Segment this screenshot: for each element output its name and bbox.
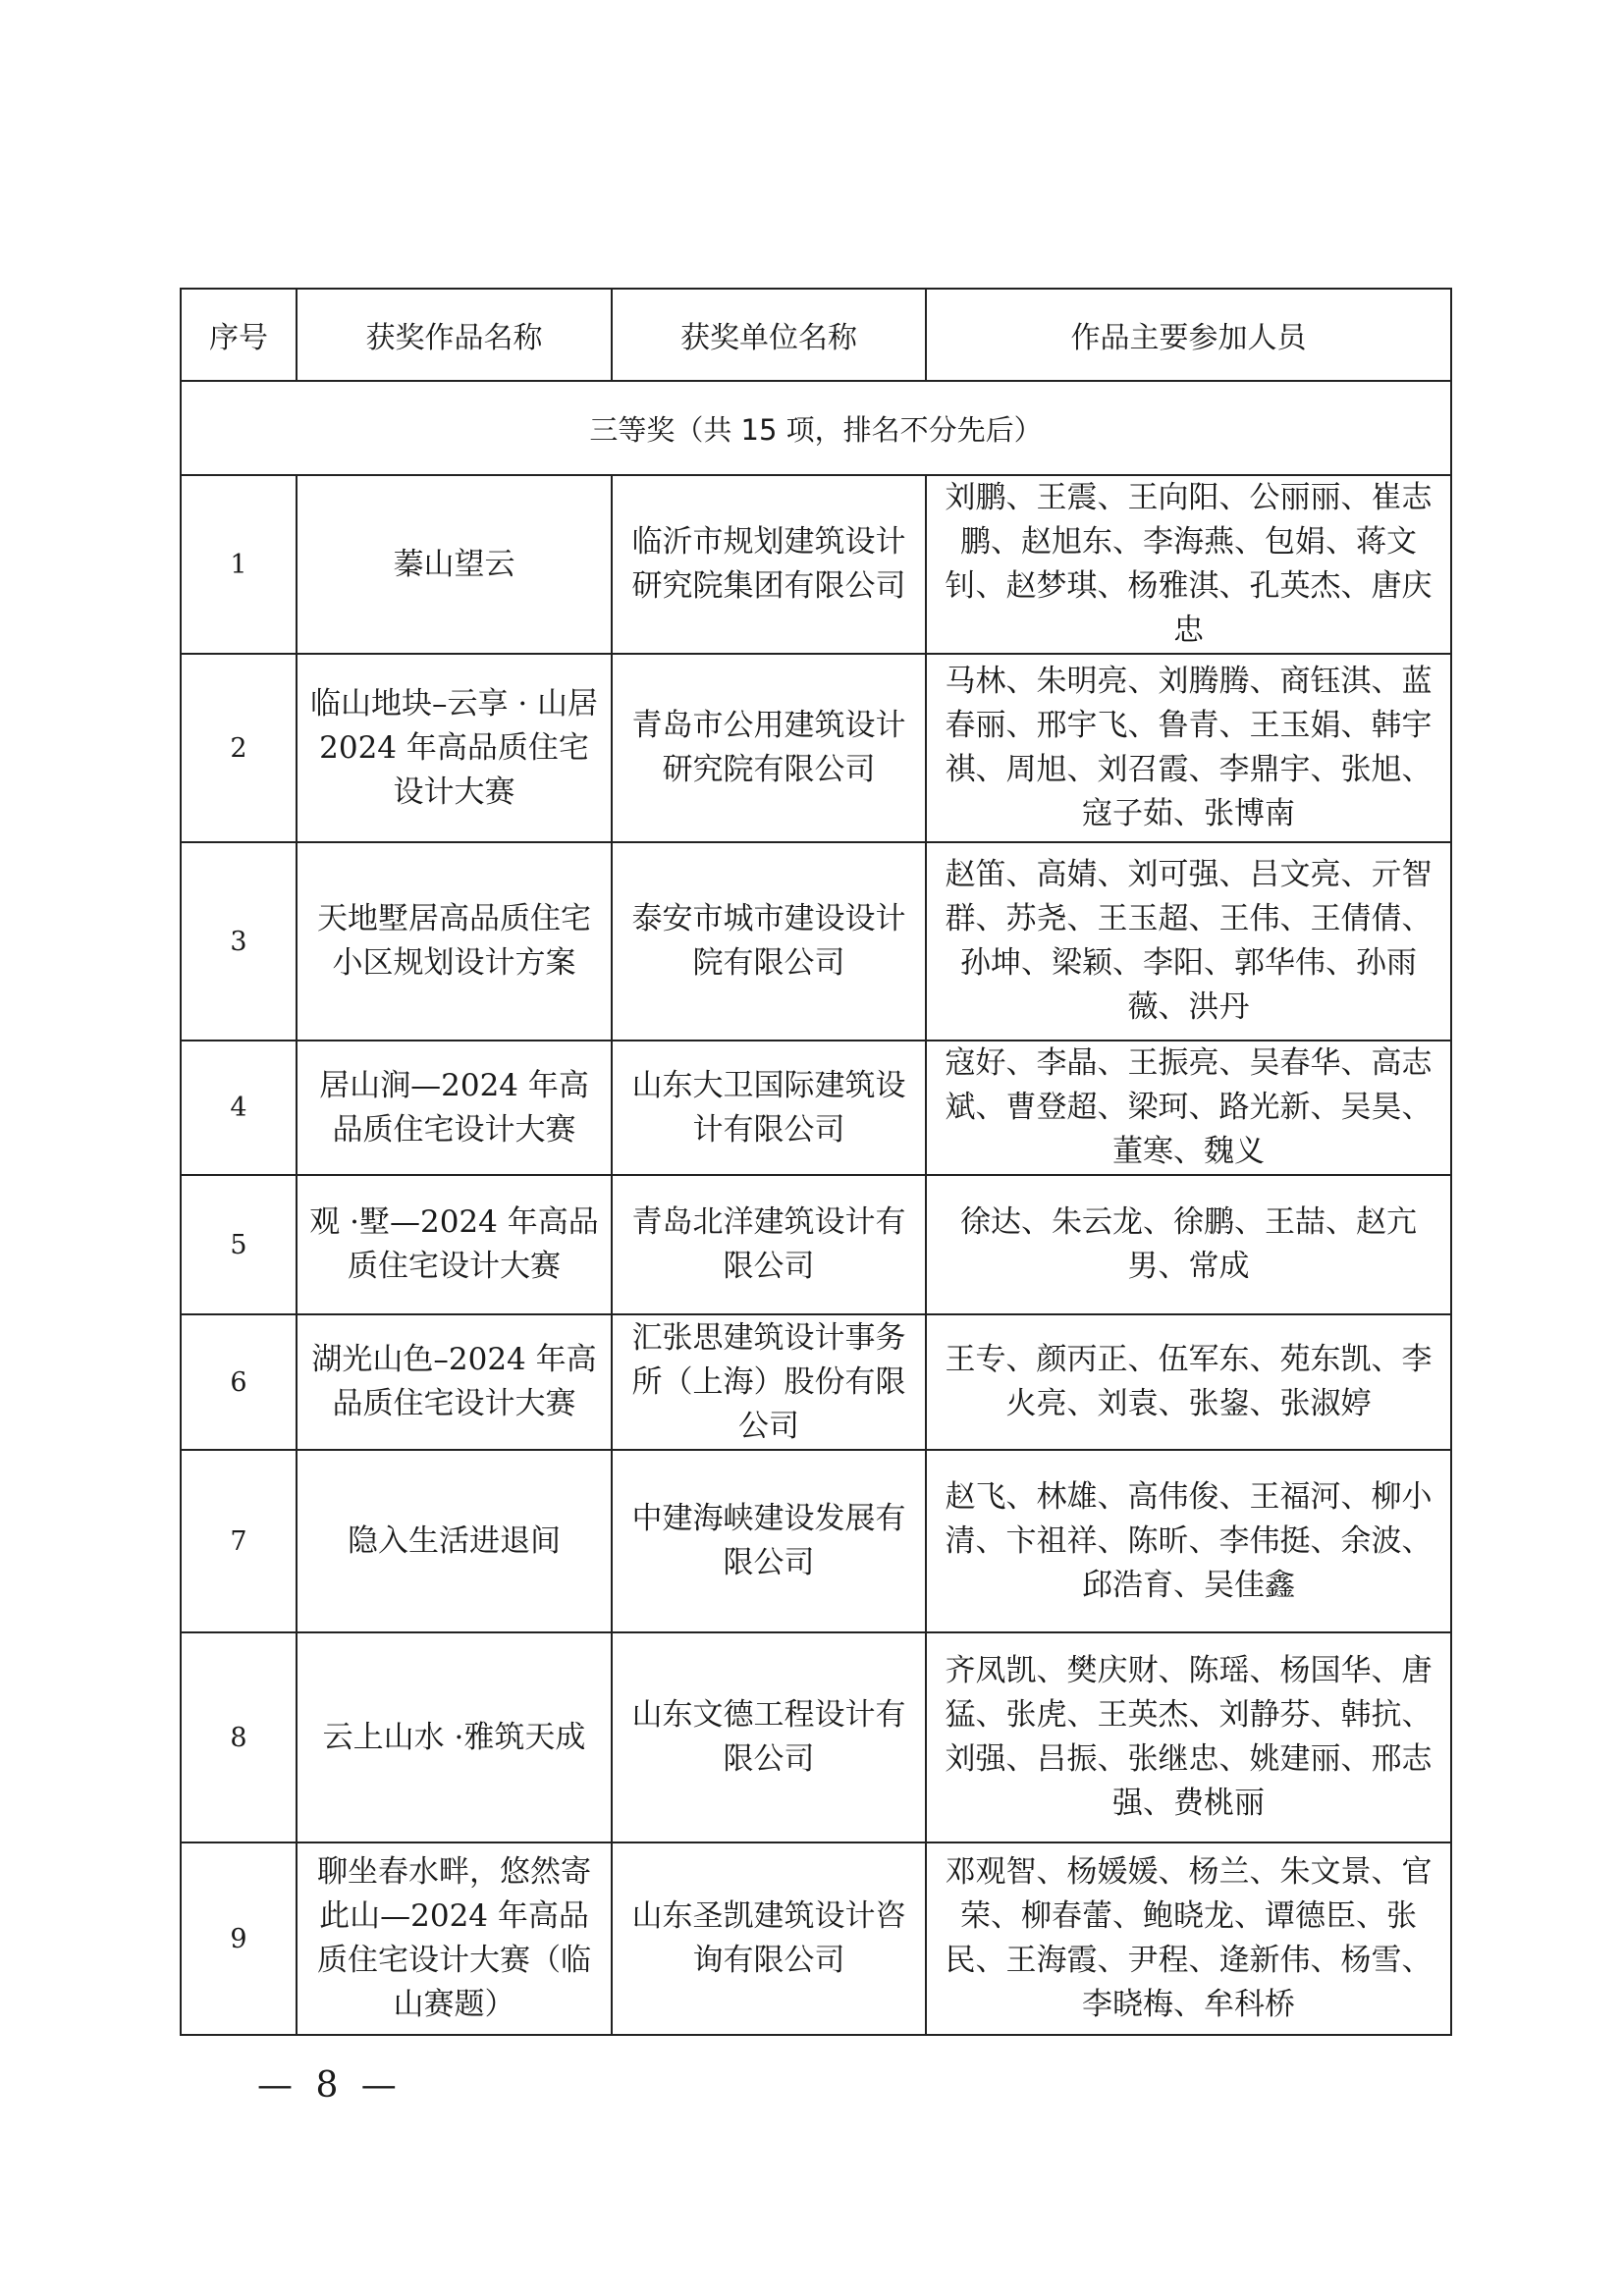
row-people: 徐达、朱云龙、徐鹏、王喆、赵亢男、常成: [926, 1175, 1451, 1314]
row-unit: 山东大卫国际建筑设计有限公司: [612, 1041, 926, 1175]
header-unit: 获奖单位名称: [612, 289, 926, 381]
row-unit: 山东圣凯建筑设计咨询有限公司: [612, 1842, 926, 2035]
row-unit: 临沂市规划建筑设计研究院集团有限公司: [612, 475, 926, 654]
row-people: 赵笛、高婧、刘可强、吕文亮、亓智群、苏尧、王玉超、王伟、王倩倩、孙坤、梁颖、李阳、郭华伟、孙雨薇、洪丹: [926, 842, 1451, 1041]
table-header-row: [181, 289, 1451, 381]
table-row: [181, 842, 1451, 1041]
table-row: [181, 654, 1451, 842]
row-num: 9: [181, 1842, 297, 2035]
row-num: 2: [181, 654, 297, 842]
row-num: 1: [181, 475, 297, 654]
header-people: 作品主要参加人员: [926, 289, 1451, 381]
row-work: 聊坐春水畔，悠然寄此山—2024 年高品质住宅设计大赛（临山赛题）: [297, 1842, 612, 2035]
row-work: 居山涧—2024 年高品质住宅设计大赛: [297, 1041, 612, 1175]
header-num: 序号: [181, 289, 297, 381]
table-row: [181, 1842, 1451, 2035]
row-people: 齐凤凯、樊庆财、陈瑶、杨国华、唐猛、张虎、王英杰、刘静芬、韩抗、刘强、吕振、张继忠、姚建丽、邢志强、费桃丽: [926, 1632, 1451, 1842]
header-work: 获奖作品名称: [297, 289, 612, 381]
row-people: 邓观智、杨媛媛、杨兰、朱文景、官荣、柳春蕾、鲍晓龙、谭德臣、张民、王海霞、尹程、逄新伟、杨雪、李晓梅、牟科桥: [926, 1842, 1451, 2035]
row-unit: 中建海峡建设发展有限公司: [612, 1450, 926, 1632]
table-row: [181, 1175, 1451, 1314]
row-people: 刘鹏、王震、王向阳、公丽丽、崔志鹏、赵旭东、李海燕、包娟、蒋文钊、赵梦琪、杨雅淇、孔英杰、唐庆忠: [926, 475, 1451, 654]
table-row: [181, 1314, 1451, 1450]
row-unit: 泰安市城市建设设计院有限公司: [612, 842, 926, 1041]
row-unit: 青岛市公用建筑设计研究院有限公司: [612, 654, 926, 842]
row-work: 云上山水 ·雅筑天成: [297, 1632, 612, 1842]
row-people: 马林、朱明亮、刘腾腾、商钰淇、蓝春丽、邢宇飞、鲁青、王玉娟、韩宇祺、周旭、刘召霞、李鼎宇、张旭、寇子茹、张博南: [926, 654, 1451, 842]
row-work: 观 ·墅—2024 年高品质住宅设计大赛: [297, 1175, 612, 1314]
row-unit: 汇张思建筑设计事务所（上海）股份有限公司: [612, 1314, 926, 1450]
row-work: 天地墅居高品质住宅小区规划设计方案: [297, 842, 612, 1041]
row-work: 湖光山色–2024 年高品质住宅设计大赛: [297, 1314, 612, 1450]
table-row: [181, 1041, 1451, 1175]
row-people: 寇好、李晶、王振亮、吴春华、高志斌、曹登超、梁珂、路光新、吴昊、董寒、魏义: [926, 1041, 1451, 1175]
row-num: 5: [181, 1175, 297, 1314]
table-row: [181, 1632, 1451, 1842]
row-unit: 山东文德工程设计有限公司: [612, 1632, 926, 1842]
row-work: 蓁山望云: [297, 475, 612, 654]
row-work: 临山地块–云享 · 山居 2024 年高品质住宅设计大赛: [297, 654, 612, 842]
section-title: 三等奖（共 15 项，排名不分先后）: [181, 381, 1451, 475]
section-row: [181, 381, 1451, 475]
row-num: 7: [181, 1450, 297, 1632]
row-num: 6: [181, 1314, 297, 1450]
page-number: — 8 —: [257, 2065, 403, 2106]
row-num: 8: [181, 1632, 297, 1842]
row-work: 隐入生活进退间: [297, 1450, 612, 1632]
row-num: 4: [181, 1041, 297, 1175]
row-people: 王专、颜丙正、伍军东、苑东凯、李火亮、刘袁、张鋆、张淑婷: [926, 1314, 1451, 1450]
row-num: 3: [181, 842, 297, 1041]
table-row: [181, 1450, 1451, 1632]
awards-table: [180, 288, 1452, 2036]
row-unit: 青岛北洋建筑设计有限公司: [612, 1175, 926, 1314]
row-people: 赵飞、林雄、高伟俊、王福河、柳小清、卞祖祥、陈昕、李伟挺、余波、邱浩育、吴佳鑫: [926, 1450, 1451, 1632]
table-row: [181, 475, 1451, 654]
